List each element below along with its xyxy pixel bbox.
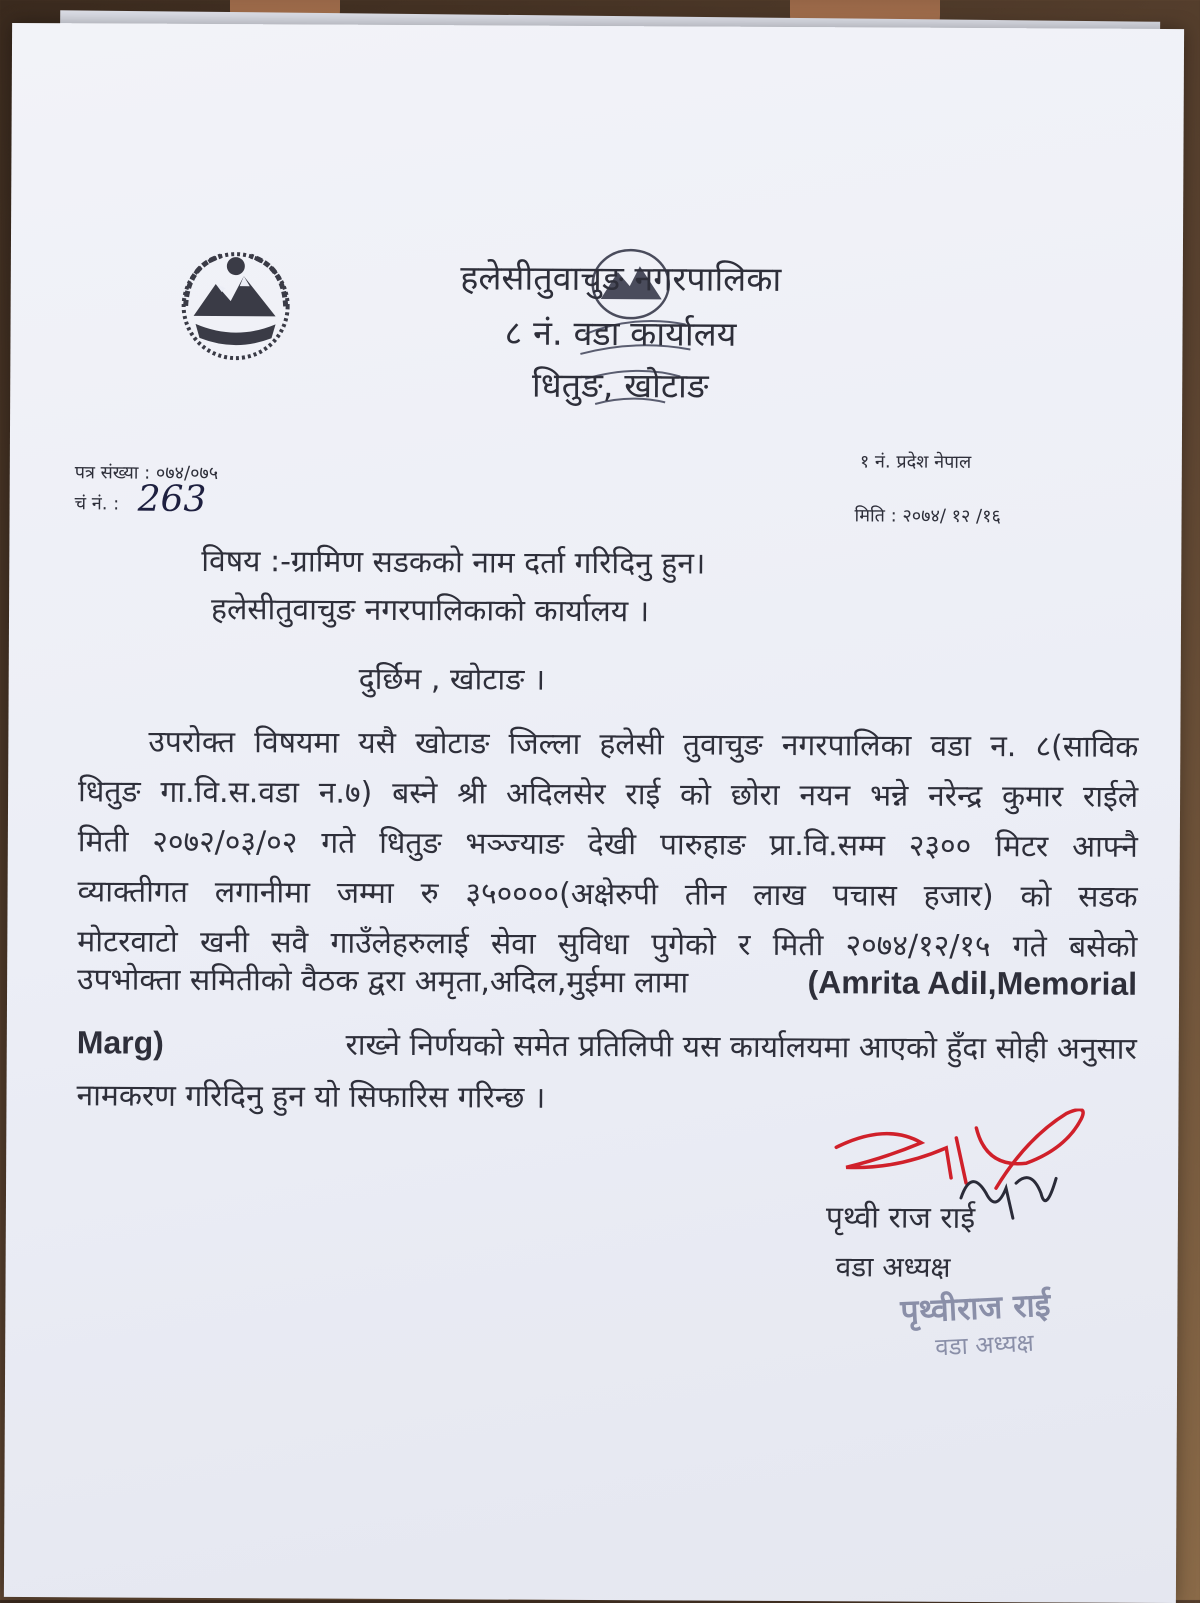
body-line-7 <box>77 1021 1137 1068</box>
province: १ नं. प्रदेश नेपाल <box>859 451 972 473</box>
stamp-title: वडा अध्यक्ष <box>934 1328 1035 1362</box>
body-line-7-english: Marg) <box>76 1024 164 1061</box>
body-line-2: धितुङ गा.वि.स.वडा न.७) बस्ने श्री अदिलसेर राई को छोरा नयन भन्ने नरेन्द्र कुमार राईले <box>78 774 1139 815</box>
dispatch-label: चं नं. : <box>74 493 120 515</box>
body-line-7-nepali: राख्ने निर्णयको समेत प्रतिलिपी यस कार्यालयमा आएको हुँदा सोही अनुसार <box>345 1027 1137 1067</box>
letter-number: पत्र संख्या : ०७४/०७५ <box>74 462 219 485</box>
letter-paper <box>4 23 1184 1603</box>
office-name: हलेसीतुवाचुङ नगरपालिका <box>460 258 782 300</box>
signatory-title: वडा अध्यक्ष <box>835 1250 951 1284</box>
body-line-4: व्याक्तीगत लगानीमा जम्मा रु ३५००००(अक्षेरुपी तीन लाख पचास हजार) को सडक <box>77 874 1138 915</box>
body-line-6-nepali: उपभोक्ता समितीको वैठक द्वरा अमृता,अदिल,मुईमा लामा <box>77 962 689 1001</box>
letter-date: मिति : २०७४/ १२ /१६ <box>854 505 1001 528</box>
ward-office: ८ नं. वडा कार्यालय <box>504 313 737 355</box>
body-line-8: नामकरण गरिदिनु हुन यो सिफारिस गरिन्छ । <box>76 1078 546 1116</box>
body-line-6 <box>77 957 1137 1004</box>
dispatch-number-handwritten: 263 <box>137 478 207 520</box>
body-line-3: मिती २०७२/०३/०२ गते धितुङ भञ्ज्याङ देखी पारुहाङ प्रा.वि.सम्म २३०० मिटर आफ्नै <box>77 824 1138 865</box>
body-line-6-english: (Amrita Adil,Memorial <box>807 964 1138 1002</box>
stamp-name: पृथ्वीराज राई <box>899 1285 1052 1331</box>
body-line-1: उपरोक्त विषयमा यसै खोटाङ जिल्ला हलेसी तुवाचुङ नगरपालिका वडा न. ८(साविक <box>148 724 1139 765</box>
signatory-name: पृथ्वी राज राई <box>825 1200 976 1237</box>
body-line-5: मोटरवाटो खनी सवै गाउँलेहरुलाई सेवा सुविधा पुगेको र मिती २०७४/१२/१५ गते बसेको <box>77 924 1138 965</box>
nepal-emblem-logo <box>175 246 296 367</box>
addressee-line2: दुर्छिम , खोटाङ । <box>358 661 546 698</box>
subject-line: विषय :-ग्रामिण सडकको नाम दर्ता गरिदिनु हुन। <box>201 543 706 582</box>
office-location: धितुङ, खोटाङ <box>531 365 709 407</box>
addressee-line1: हलेसीतुवाचुङ नगरपालिकाको कार्यालय । <box>210 591 650 630</box>
